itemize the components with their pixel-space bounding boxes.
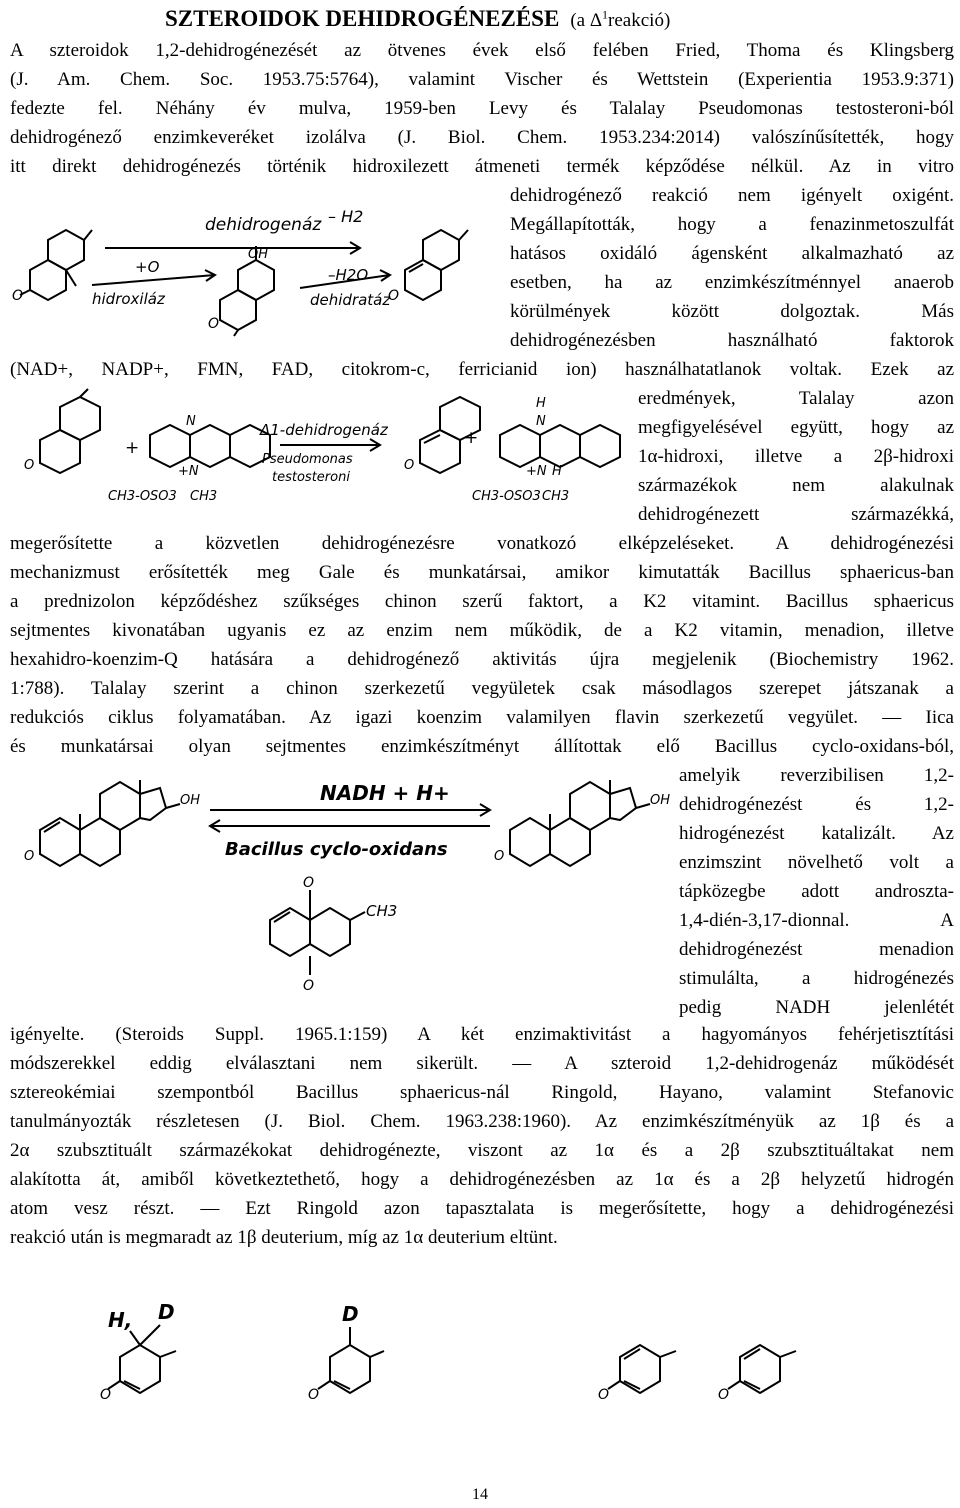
- methosulfate-label-2: CH3-OSO3: [472, 489, 541, 504]
- scheme-3-drawing: [20, 770, 670, 1010]
- h-label: H,: [108, 1308, 133, 1332]
- text-line: alakította át, amiből következtethető, hogy a dehidrogénezésben az 1α és a 2β helyzetű hidrogén: [10, 1169, 954, 1190]
- steroid-left-ring-a: [40, 818, 80, 866]
- text-line: enzimszint növelhető volt a: [679, 852, 954, 873]
- carbonyl-o-label-3: O: [598, 1387, 610, 1403]
- ch3-label-2: CH3: [542, 489, 570, 504]
- oh-label-2: OH: [650, 793, 671, 808]
- organism-label-1: Pseudomonas: [262, 452, 353, 467]
- hydroxylase-label: hidroxiláz: [92, 290, 165, 308]
- paragraph-side-3: [679, 761, 954, 1022]
- oh-label: OH: [180, 793, 201, 808]
- steroid-right-ring-a: [510, 818, 550, 866]
- plus-sign: +: [125, 438, 140, 458]
- page-title: [165, 6, 670, 32]
- text-line: (NAD+, NADP+, FMN, FAD, citokrom-c, ferricianid ion) használhatatlanok voltak. Ezek az: [10, 359, 954, 380]
- text-line: pedig NADH jelenlétét: [679, 997, 954, 1018]
- text-line: amelyik reverzibilisen 1,2-: [679, 765, 954, 786]
- molecule-4-ring: [740, 1345, 780, 1393]
- carbonyl-o-label-2: O: [308, 1387, 320, 1403]
- scheme-1-drawing: [10, 200, 500, 340]
- n-label-2: N: [536, 414, 546, 429]
- scheme-hydroxylation: [10, 200, 500, 340]
- dihydrophenazine-ring: [500, 425, 540, 467]
- text-line: Megállapították, hogy a fenazinmetoszulfát: [510, 214, 954, 235]
- scheme-2-drawing: [10, 395, 630, 525]
- phenazine-ring-1: [150, 425, 190, 467]
- menadione-ring-1: [270, 908, 310, 956]
- text-line: atom vesz részt. — Ezt Ringold azon tapasztalata is megerősítette, hogy a dehidrogénezési: [10, 1198, 954, 1219]
- carbonyl-o-label: O: [100, 1387, 112, 1403]
- plus-sign-2: +: [464, 428, 479, 448]
- quinone-o-label: O: [303, 875, 315, 891]
- paragraph-side-2: [638, 384, 954, 529]
- d-label: D: [158, 1300, 175, 1324]
- n-label: N: [186, 414, 196, 429]
- text-line: 1,4-dién-3,17-dionnal. A: [679, 910, 954, 931]
- oh-label: OH: [248, 247, 269, 262]
- h-label: H: [536, 396, 546, 411]
- paragraph-intro: [10, 36, 954, 181]
- scheme-4-drawing: [100, 1295, 880, 1425]
- text-line: dehidrogénező enzimkeveréket izolálva (J. Biol. Chem. 1953.234:2014) valószínűsítették, hogy: [10, 127, 954, 148]
- n-plus-label: +N: [178, 464, 199, 479]
- title-main: SZTEROIDOK DEHIDROGÉNEZÉSE: [165, 6, 560, 31]
- carbonyl-o-label-2: O: [494, 849, 505, 864]
- text-line: hatásos oxidáló ágensként alkalmazható az: [510, 243, 954, 264]
- text-line: körülmények között dolgoztak. Más: [510, 301, 954, 322]
- text-line: (J. Am. Chem. Soc. 1953.75:5764), valamint Vischer és Wettstein (Experientia 1953.9:371): [10, 69, 954, 90]
- text-line: dehidrogénezett származékká,: [638, 504, 954, 525]
- text-line: dehidrogénezésben használható faktorok: [510, 330, 954, 351]
- plus-o-label: +O: [135, 258, 160, 276]
- text-line: sejtmentes kivonatában ugyanis ez az enzim nem működik, de a K2 vitamin, menadion, illetve: [10, 620, 954, 641]
- text-line: dehidrogénezést és 1,2-: [679, 794, 954, 815]
- molecule-3-ring: [620, 1345, 660, 1393]
- carbonyl-o-label: O: [24, 849, 35, 864]
- text-line: itt direkt dehidrogénezés történik hidroxilezett átmeneti termék képződése nélkül. Az in vitro: [10, 156, 954, 177]
- text-line: dehidrogénezést menadion: [679, 939, 954, 960]
- text-line: dehidrogénező reakció nem igényelt oxigént.: [510, 185, 954, 206]
- text-line: mechanizmust erősítették meg Gale és munkatársai, amikor kimutatták Bacillus sphaericus-ban: [10, 562, 954, 583]
- text-line: 1α-hidroxi, illetve a 2β-hidroxi: [638, 446, 954, 467]
- minus-h2o-label: –H2O: [328, 266, 369, 284]
- organism-label: Bacillus cyclo-oxidans: [225, 839, 448, 860]
- scheme-bacillus: [20, 770, 670, 1010]
- carbonyl-o-label-2: O: [208, 316, 220, 332]
- n-plus-label-2: +N: [526, 464, 547, 479]
- methosulfate-label: CH3-OSO3: [108, 489, 177, 504]
- text-line: a prednizolon képződéshez szűkséges chinon szerű faktort, a K2 vitamint. Bacillus sphaericus: [10, 591, 954, 612]
- h-label-2: H: [552, 464, 562, 479]
- text-line: stimulálta, a hidrogénezés: [679, 968, 954, 989]
- carbonyl-o-label-3: O: [388, 288, 400, 304]
- enzyme-label: dehidrogenáz: [205, 215, 322, 235]
- title-sub: (a $\Delta^1reakció$): [570, 7, 671, 31]
- scheme-deuterium: [100, 1295, 880, 1425]
- molecule-2-ring: [330, 1345, 370, 1393]
- minus-h2-label: – H2: [328, 207, 364, 226]
- paragraph-side-1: [510, 181, 954, 355]
- molecule-1-ring: [120, 1345, 160, 1393]
- text-line: megfigyelésével együtt, hogy az: [638, 417, 954, 438]
- text-line: eredmények, Talalay azon: [638, 388, 954, 409]
- text-line: tápközegbe adott androszta-: [679, 881, 954, 902]
- text-line: tanulmányozták részletesen (J. Biol. Chem. 1963.238:1960). Az enzimkészítményük az 1β és a: [10, 1111, 954, 1132]
- text-line: megerősítette a közvetlen dehidrogénezésre vonatkozó elképzeléseket. A dehidrogénezési: [10, 533, 954, 554]
- text-line: hidrogénezést katalizált. Az: [679, 823, 954, 844]
- d-label-2: D: [342, 1302, 359, 1326]
- text-line: származékok nem alakulnak: [638, 475, 954, 496]
- paragraph-main: [10, 529, 954, 761]
- page-number: 14: [472, 1486, 488, 1503]
- text-line: reakció után is megmaradt az 1β deuterium, míg az 1α deuterium eltünt.: [10, 1227, 558, 1248]
- nadh-label: NADH + H+: [320, 781, 450, 805]
- text-line: fedezte fel. Néhány év mulva, 1959-ben Levy és Talalay Pseudomonas testosteroni-ból: [10, 98, 954, 119]
- carbonyl-o-label: O: [24, 458, 35, 473]
- text-line: és munkatársai olyan sejtmentes enzimkészítményt állítottak elő Bacillus cyclo-oxidans-ból,: [10, 736, 954, 757]
- text-line: redukciós ciklus folyamatában. Az igazi koenzim valamilyen flavin szerkezetű vegyület. — Iica: [10, 707, 954, 728]
- text-line: 1:788). Talalay szerint a chinon szerkezetű vegyületek csak másodlagos szerepet játszanak a: [10, 678, 954, 699]
- ch3-label: CH3: [190, 489, 218, 504]
- paragraph-end: [10, 1020, 954, 1252]
- steroid-ring-b: [48, 230, 84, 270]
- text-line: módszerekkel eddig elválasztani nem sikerült. — A szteroid 1,2-dehidrogenáz működését: [10, 1053, 954, 1074]
- text-line: hexahidro-koenzim-Q hatására a dehidrogénező aktivitás újra megjelenik (Biochemistry 1962.: [10, 649, 954, 670]
- quinone-o-label-2: O: [303, 978, 315, 994]
- organism-label-2: testosteroni: [272, 470, 350, 485]
- text-line: sztereokémiai szempontból Bacillus sphaericus-nál Ringold, Hayano, valamint Stefanovic: [10, 1082, 954, 1103]
- paragraph-cofactors: [10, 355, 954, 384]
- text-line: 2α szubsztituált származékokat dehidrogénezte, viszont az 1α és a 2β szubsztituáltakat nem: [10, 1140, 954, 1161]
- enzyme-label: Δ1-dehidrogenáz: [260, 421, 388, 439]
- scheme-pseudomonas: [10, 395, 630, 525]
- carbonyl-o-label-4: O: [718, 1387, 730, 1403]
- text-line: igényelte. (Steroids Suppl. 1965.1:159) A két enzimaktivitást a hagyományos fehérjetisztítási: [10, 1024, 954, 1045]
- text-line: A szteroidok 1,2-dehidrogénezését az ötvenes évek első felében Fried, Thoma és Klingsberg: [10, 40, 954, 61]
- carbonyl-o-label: O: [12, 288, 24, 304]
- ch3-label: CH3: [366, 902, 398, 920]
- dehydratase-label: dehidratáz: [310, 291, 391, 309]
- carbonyl-o-label-2: O: [404, 458, 415, 473]
- text-line: esetben, ha az enzimkészítménnyel anaerob: [510, 272, 954, 293]
